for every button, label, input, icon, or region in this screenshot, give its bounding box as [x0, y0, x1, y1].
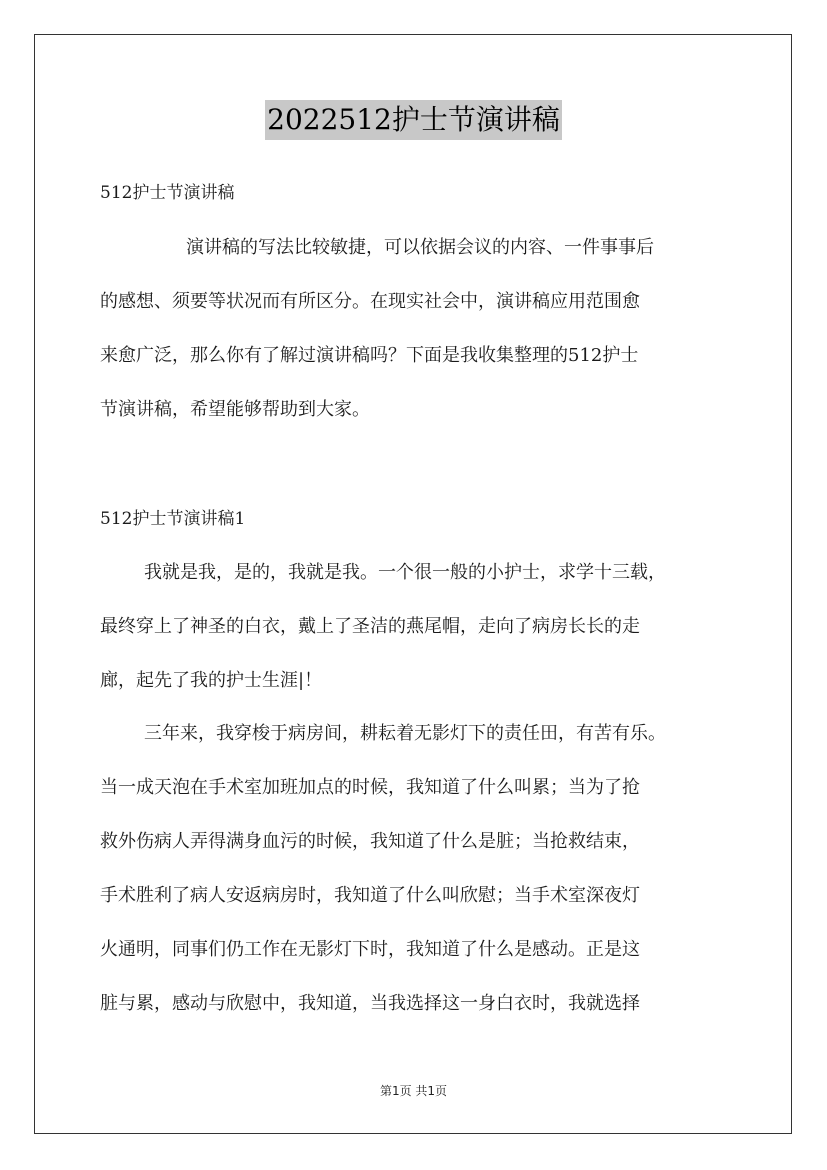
paragraph-line: 三年来，我穿梭于病房间，耕耘着无影灯下的责任田，有苦有乐。	[144, 723, 666, 744]
paragraph-line: 脏与累，感动与欣慰中，我知道，当我选择这一身白衣时，我就选择	[100, 993, 640, 1014]
document-subtitle: 512护士节演讲稿	[100, 183, 235, 203]
intro-line: 演讲稿的写法比较敏捷，可以依据会议的内容、一件事事后	[186, 237, 654, 258]
paragraph-2	[100, 722, 740, 1046]
title-container	[0, 100, 827, 140]
intro-line: 的感想、须要等状况而有所区分。在现实社会中，演讲稿应用范围愈	[100, 291, 640, 312]
intro-paragraph	[100, 236, 740, 452]
paragraph-line: 最终穿上了神圣的白衣，戴上了圣洁的燕尾帽，走向了病房长长的走	[100, 616, 640, 637]
intro-line: 来愈广泛，那么你有了解过演讲稿吗？下面是我收集整理的512护士	[100, 345, 639, 366]
section-heading-1: 512护士节演讲稿1	[100, 509, 246, 529]
paragraph-line: 当一成天泡在手术室加班加点的时候，我知道了什么叫累；当为了抢	[100, 777, 640, 798]
paragraph-line: 我就是我，是的，我就是我。一个很一般的小护士，求学十三载，	[144, 562, 666, 583]
paragraph-line: 手术胜利了病人安返病房时，我知道了什么叫欣慰；当手术室深夜灯	[100, 885, 640, 906]
paragraph-line: 救外伤病人弄得满身血污的时候，我知道了什么是脏；当抢救结束，	[100, 831, 640, 852]
page-number-footer: 第1页 共1页	[379, 1084, 448, 1098]
document-title: 2022512护士节演讲稿	[265, 100, 562, 140]
paragraph-line: 火通明，同事们仍工作在无影灯下时，我知道了什么是感动。正是这	[100, 939, 640, 960]
paragraph-1	[100, 561, 740, 723]
intro-line: 节演讲稿，希望能够帮助到大家。	[100, 399, 370, 420]
paragraph-line: 廊，起先了我的护士生涯|！	[100, 670, 323, 691]
